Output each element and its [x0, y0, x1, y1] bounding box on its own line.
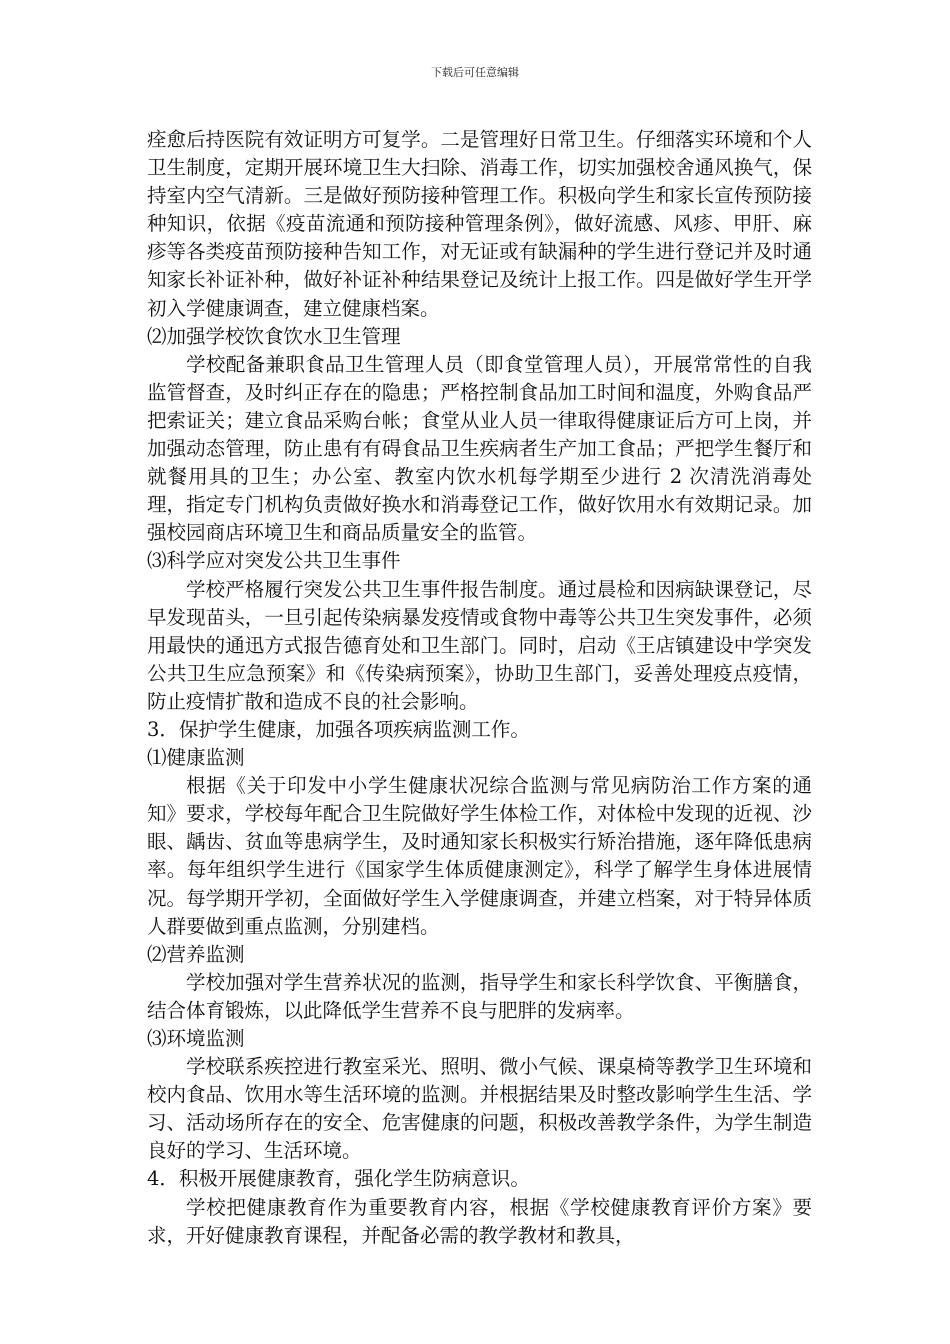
section-heading: ⑵加强学校饮食饮水卫生管理	[147, 324, 401, 348]
section-heading: ⑵营养监测	[147, 942, 245, 966]
section-heading: ⑶科学应对突发公共卫生事件	[147, 549, 401, 573]
section-heading: 4．积极开展健康教育，强化学生防病意识。	[147, 1167, 530, 1191]
paragraph: 学校加强对学生营养状况的监测，指导学生和家长科学饮食、平衡膳食，结合体育锻炼，以此降低学生营养不良与肥胖的发病率。	[147, 970, 812, 1022]
paragraph: 学校配备兼职食品卫生管理人员（即食堂管理人员），开展常常性的自我监管督查，及时纠正存在的隐患；严格控制食品加工时间和温度，外购食品严把索证关；建立食品采购台帐；食堂从业人员一律取得健康证后方可上岗，并加强动态管理，防止患有有碍食品卫生疾病者生产加工食品；严把学生餐厅和就餐用具的卫生；办公室、教室内饮水机每学期至少进行 2 次清洗消毒处理，指定专门机构负责做好换水和消毒登记工作，做好饮用水有效期记录。加强校园商店环境卫生和商品质量安全的监管。	[147, 352, 812, 545]
paragraph: 根据《关于印发中小学生健康状况综合监测与常见病防治工作方案的通知》要求，学校每年配合卫生院做好学生体检工作，对体检中发现的近视、沙眼、龋齿、贫血等患病学生，及时通知家长积极实行矫治措施，逐年降低患病率。每年组织学生进行《国家学生体质健康测定》，科学了解学生身体进展情况。每学期开学初，全面做好学生入学健康调查，并建立档案，对于特异体质人群要做到重点监测，分别建档。	[147, 774, 812, 938]
document-body	[147, 126, 812, 1250]
page-header: 下载后可任意编辑	[431, 66, 519, 79]
paragraph: 学校把健康教育作为重要教育内容，根据《学校健康教育评价方案》要求，开好健康教育课程，并配备必需的教学教材和教具，	[147, 1195, 812, 1247]
section-heading: ⑴健康监测	[147, 746, 245, 770]
section-heading: 3．保护学生健康，加强各项疾病监测工作。	[147, 717, 530, 741]
paragraph: 学校严格履行突发公共卫生事件报告制度。通过晨检和因病缺课登记，尽早发现苗头，一旦引起传染病暴发疫情或食物中毒等公共卫生突发事件，必须用最快的通迅方式报告德育处和卫生部门。同时，启动《王店镇建设中学突发公共卫生应急预案》和《传染病预案》，协助卫生部门，妥善处理疫点疫情，防止疫情扩散和造成不良的社会影响。	[147, 577, 812, 713]
section-heading: ⑶环境监测	[147, 1027, 245, 1050]
paragraph: 学校联系疾控进行教室采光、照明、微小气候、课桌椅等教学卫生环境和校内食品、饮用水等生活环境的监测。并根据结果及时整改影响学生生活、学习、活动场所存在的安全、危害健康的问题，积极改善教学条件，为学生制造良好的学习、生活环境。	[147, 1055, 812, 1163]
paragraph: 痊愈后持医院有效证明方可复学。二是管理好日常卫生。仔细落实环境和个人卫生制度，定期开展环境卫生大扫除、消毒工作，切实加强校舍通风换气，保持室内空气清新。三是做好预防接种管理工作。积极向学生和家长宣传预防接种知识，依据《疫苗流通和预防接种管理条例》，做好流感、风疹、甲肝、麻疹等各类疫苗预防接种告知工作，对无证或有缺漏种的学生进行登记并及时通知家长补证补种，做好补证补种结果登记及统计上报工作。四是做好学生开学初入学健康调查，建立健康档案。	[147, 128, 812, 320]
